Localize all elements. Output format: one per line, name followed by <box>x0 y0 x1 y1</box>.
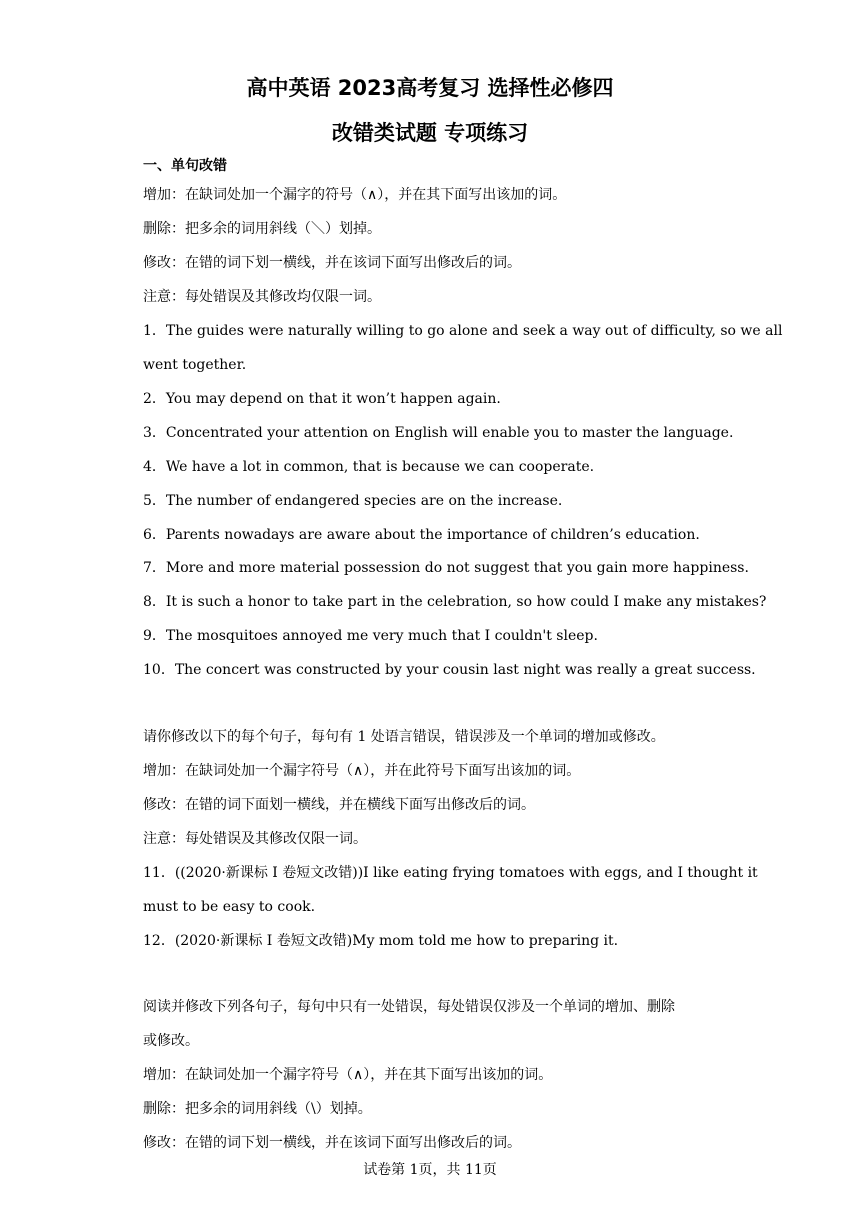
question-line: 1．The guides were naturally willing to go alone and seek a way out of difficulty, so we all <box>143 323 783 339</box>
question-line: 11．((2020·新课标 I 卷短文改错))I like eating frying tomatoes with eggs, and I thought it <box>143 865 758 881</box>
instruction-note: 注意：每处错误及其修改均仅限一词。 <box>143 289 381 305</box>
question-line: 3．Concentrated your attention on English will enable you to master the language. <box>143 425 734 441</box>
instruction-modify: 修改：在错的词下划一横线，并在该词下面写出修改后的词。 <box>143 255 521 271</box>
question-line: 5．The number of endangered species are on the increase. <box>143 493 563 509</box>
document-title-line2: 改错类试题 专项练习 <box>331 121 529 145</box>
instruction-delete: 删除：把多余的词用斜线（\）划掉。 <box>143 1101 372 1117</box>
instruction-intro: 阅读并修改下列各句子，每句中只有一处错误，每处错误仅涉及一个单词的增加、删除 <box>143 999 675 1015</box>
instruction-add: 增加：在缺词处加一个漏字的符号（∧），并在其下面写出该加的词。 <box>143 187 567 203</box>
instruction-intro: 或修改。 <box>143 1033 199 1049</box>
instruction-delete: 删除：把多余的词用斜线（＼）划掉。 <box>143 221 381 237</box>
instruction-intro: 请你修改以下的每个句子，每句有 1 处语言错误，错误涉及一个单词的增加或修改。 <box>143 729 665 745</box>
instruction-modify: 修改：在错的词下划一横线，并在该词下面写出修改后的词。 <box>143 1135 521 1151</box>
question-line: 12．(2020·新课标 I 卷短文改错)My mom told me how to preparing it. <box>143 933 619 949</box>
question-line: 2．You may depend on that it won’t happen again. <box>143 391 501 407</box>
question-line: 6．Parents nowadays are aware about the importance of children’s education. <box>143 527 700 543</box>
question-line: 8．It is such a honor to take part in the celebration, so how could I make any mistakes? <box>143 594 767 610</box>
instruction-note: 注意：每处错误及其修改仅限一词。 <box>143 831 367 847</box>
instruction-add: 增加：在缺词处加一个漏字符号（∧），并在此符号下面写出该加的词。 <box>143 763 581 779</box>
question-line: 10．The concert was constructed by your cousin last night was really a great success. <box>143 662 756 678</box>
section-heading: 一、单句改错 <box>143 158 227 174</box>
question-line: 4．We have a lot in common, that is because we can cooperate. <box>143 459 595 475</box>
question-line: must to be easy to cook. <box>143 899 316 915</box>
page-footer: 试卷第 1页，共 11页 <box>363 1162 497 1178</box>
question-line: went together. <box>143 357 247 373</box>
document-title-line1: 高中英语 2023高考复习 选择性必修四 <box>246 76 614 100</box>
question-line: 9．The mosquitoes annoyed me very much that I couldn't sleep. <box>143 628 598 644</box>
instruction-add: 增加：在缺词处加一个漏字符号（∧），并在其下面写出该加的词。 <box>143 1067 553 1083</box>
instruction-modify: 修改：在错的词下面划一横线，并在横线下面写出修改后的词。 <box>143 797 535 813</box>
question-line: 7．More and more material possession do not suggest that you gain more happiness. <box>143 560 749 576</box>
